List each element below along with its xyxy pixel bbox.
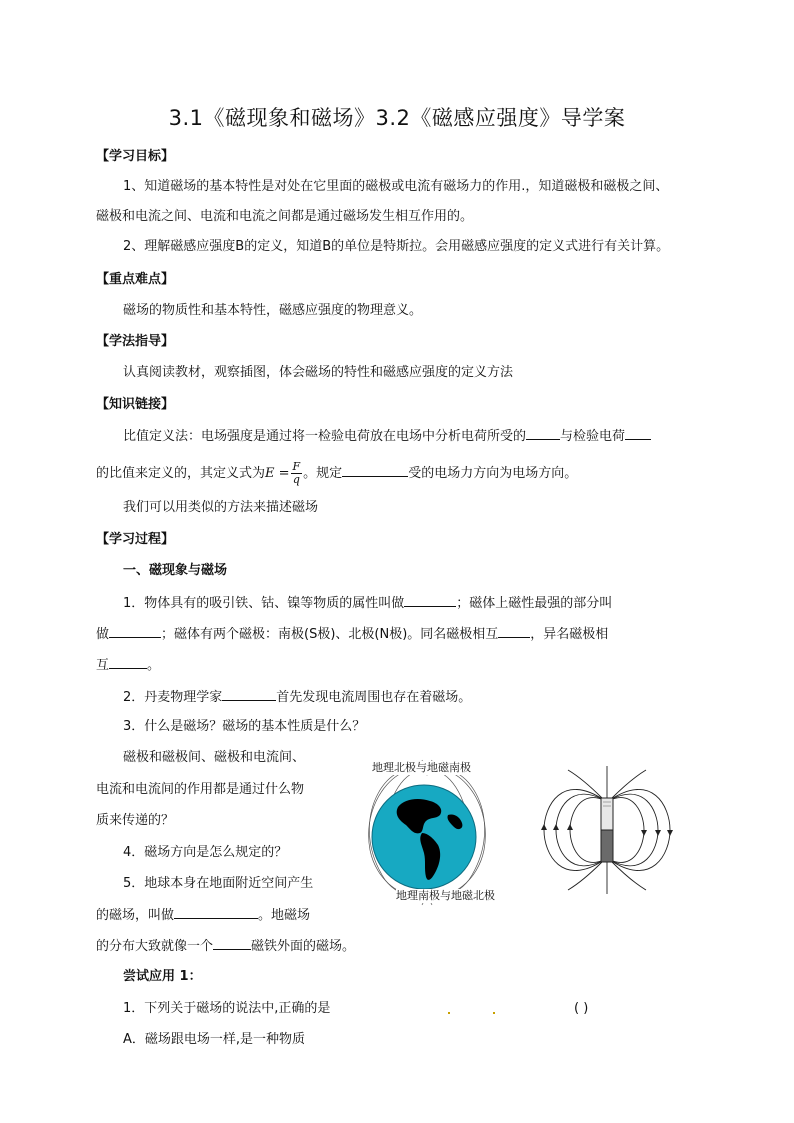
stray-dot (493, 1012, 495, 1014)
objectives-heading: 【学习目标】 (96, 149, 175, 164)
links-line-3: 我们可以用类似的方法来描述磁场 (123, 500, 319, 515)
blank-repel[interactable] (498, 624, 530, 638)
q1-text-a: 1．物体具有的吸引铁、钴、镍等物质的属性叫做 (123, 596, 405, 611)
blank-physicist[interactable] (222, 687, 276, 701)
question-5-line-2 (96, 905, 310, 926)
formula-lhs: E = (265, 466, 290, 481)
page-title: 3.1《磁现象和磁场》3.2《磁感应强度》导学案 (168, 106, 626, 130)
q1-text-b: ；磁体上磁性最强的部分叫 (456, 596, 613, 611)
key-points-heading: 【重点难点】 (96, 272, 175, 287)
q5-text-b: 的磁场，叫做 (96, 908, 175, 923)
earth-figure-svg (352, 755, 502, 907)
links-line-2-text-c: 受的电场力方向为电场方向。 (408, 466, 578, 481)
question-1-line-1 (123, 593, 612, 614)
blank-pole[interactable] (109, 624, 161, 638)
bar-magnet-south-half (601, 830, 613, 862)
bar-magnet-svg (540, 764, 674, 896)
question-5-line-3 (96, 936, 355, 957)
blank-magnetism[interactable] (404, 593, 456, 607)
links-line-2-text-a: 的比值来定义的，其定义式为 (96, 466, 266, 481)
key-points-text: 磁场的物质性和基本特性，磁感应强度的物理意义。 (123, 303, 423, 318)
q5-text-d: 的分布大致就像一个 (96, 939, 214, 954)
q1-text-c: 做 (96, 627, 110, 642)
question-1-line-3 (96, 655, 160, 676)
guidance-heading: 【学法指导】 (96, 334, 175, 349)
question-5-line-1: 5．地球本身在地面附近空间产生 (123, 876, 314, 891)
links-heading: 【知识链接】 (96, 397, 175, 412)
formula-numerator: F (292, 460, 301, 473)
q1-text-d: ；磁体有两个磁极：南极(S极)、北极(N极)。同名磁极相互 (161, 627, 499, 642)
blank-geomagnetic[interactable] (174, 905, 258, 919)
practice-heading: 尝试应用 1： (123, 969, 202, 984)
q1-text-f: 互 (96, 658, 110, 673)
question-1-line-2 (96, 624, 608, 645)
earth-top-label: 地理北极与地磁南极 (372, 761, 471, 774)
objective-2: 2、理解磁感应强度B的定义，知道B的单位是特斯拉。会用磁感应强度的定义式进行有关计算。 (123, 239, 670, 254)
question-3-sub-1: 磁极和磁极间、磁极和电流间、 (123, 750, 306, 765)
formula-denominator: q (292, 473, 300, 486)
links-line-2-text-b: 。规定 (303, 466, 343, 481)
q5-text-c: 。地磁场 (258, 908, 311, 923)
answer-parentheses: ( ) (574, 1001, 589, 1016)
links-line-1-text-a: 比值定义法：电场强度是通过将一检验电荷放在电场中分析电荷所受的 (123, 429, 527, 444)
blank-charge[interactable] (625, 426, 651, 440)
practice-question-1: 1．下列关于磁场的说法中,正确的是 (123, 1001, 331, 1016)
formula-fraction (291, 461, 303, 486)
q2-text-b: 首先发现电流周围也存在着磁场。 (276, 690, 472, 705)
earth-magnetic-field-figure (352, 755, 502, 907)
guidance-text: 认真阅读教材，观察插图，体会磁场的特性和磁感应强度的定义方法 (123, 365, 514, 380)
process-subheading-1: 一、磁现象与磁场 (123, 563, 228, 578)
question-2 (123, 687, 471, 708)
question-4: 4．磁场方向是怎么规定的？ (123, 845, 288, 860)
links-line-1-text-b: 与检验电荷 (560, 429, 626, 444)
q2-text-a: 2．丹麦物理学家 (123, 690, 223, 705)
stray-dot (448, 1012, 450, 1014)
q5-text-e: 磁铁外面的磁场。 (251, 939, 356, 954)
practice-option-a: A．磁场跟电场一样,是一种物质 (123, 1032, 306, 1047)
q1-text-g: 。 (147, 658, 161, 673)
question-3-sub-3: 质来传递的？ (96, 813, 175, 828)
blank-bar-magnet[interactable] (213, 936, 251, 950)
blank-charge-type[interactable] (342, 463, 408, 477)
bar-magnet-field-figure (540, 764, 674, 896)
links-line-2 (96, 461, 577, 486)
question-3-sub-2: 电流和电流间的作用都是通过什么物 (96, 782, 305, 797)
earth-bottom-label: 地理南极与地磁北极 (396, 889, 495, 902)
q1-text-e: ，异名磁极相 (530, 627, 609, 642)
question-3: 3．什么是磁场？磁场的基本性质是什么？ (123, 719, 366, 734)
objective-1-line-1: 1、知道磁场的基本特性是对处在它里面的磁极或电流有磁场力的作用.，知道磁极和磁极之间、 (123, 179, 669, 194)
links-line-1 (123, 426, 651, 447)
blank-force[interactable] (526, 426, 560, 440)
objective-1-line-2: 磁极和电流之间、电流和电流之间都是通过磁场发生相互作用的。 (96, 209, 474, 224)
blank-attract[interactable] (109, 655, 147, 669)
process-heading: 【学习过程】 (96, 532, 175, 547)
